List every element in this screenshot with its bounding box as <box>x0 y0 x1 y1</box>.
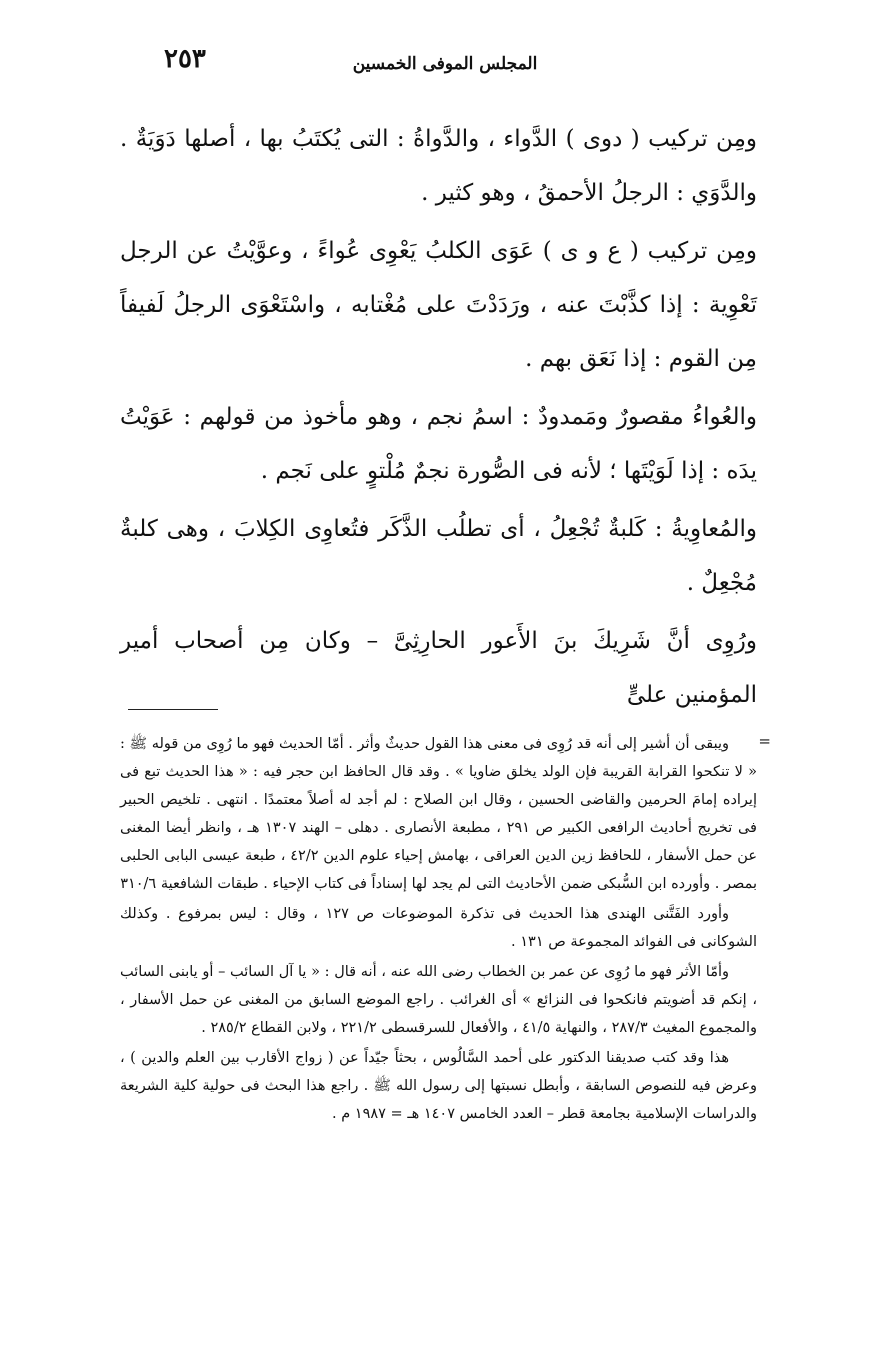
footnote-hadith: ويبقى أن أشير إلى أنه قد رُوِى فى معنى هذا القول حديثٌ وأثر . أمّا الحديث فهو ما رُوِى من قوله ﷺ : « لا تنكحوا القرابة القريبة فإن الولد يخلق ضاويا » . وقد قال الحافظ ابن حجر فيه : « هذا الحديث تبع فى إيراده إمامَ الحرمين والقاضى الحسين ، وقال ابن الصلاح : لم أجد له أصلاً معتمدًا . انتهى . تلخيص الحبير فى تخريج أحاديث الرافعى الكبير ص ٢٩١ ، مطبعة الأنصارى . دهلى – الهند ١٣٠٧ هـ ، وانظر أيضا المغنى عن حمل الأسفار ، للحافظ زين الدين العراقى ، بهامش إحياء علوم الدين ٤٢/٢ ، طبعة عيسى البابى الحلبى بمصر . وأورده ابن السُّبكى ضمن الأحاديث التى لم يجد لها إسناداً فى كتاب الإحياء . طبقات الشافعية ٣١٠/٦ <box>120 736 757 892</box>
page-header <box>130 44 760 84</box>
footnote-salous: هذا وقد كتب صديقنا الدكتور على أحمد السَّالُوس ، بحثاً جيّداً عن ( زواج الأقارب بين العلم والدين ) ، وعرض فيه للنصوص السابقة ، وأبطل نسبتها إلى رسول الله ﷺ . راجع هذا البحث فى حولية كلية الشريعة والدراسات الإسلامية بجامعة قطر – العدد الخامس ١٤٠٧ هـ = ١٩٨٧ م . <box>120 1050 757 1122</box>
footnote-athar: وأمّا الأثر فهو ما رُوِى عن عمر بن الخطاب رضى الله عنه ، أنه قال : « يا آل السائب – أو يابنى السائب ، إنكم قد أضويتم فانكحوا فى النزائع » أى الغرائب . راجع الموضع السابق من المغنى عن حمل الأسفار ، والمجموع المغيث ٢٨٧/٣ ، والنهاية ٤١/٥ ، والأفعال للسرقسطى ٢٢١/٢ ، ولابن القطاع ٢٨٥/٢ . <box>120 964 757 1036</box>
page-number: ٢٥٣ <box>164 44 206 74</box>
footnote-divider <box>128 709 218 710</box>
paragraph-al-uwa: والعُواءُ مقصورٌ ومَمدودٌ : اسمُ نجم ، وهو مأخوذ من قولهم : عَوَيْتُ يدَه : إذا لَوَيْتَها ؛ لأنه فى الصُّورة نجمٌ مُلْتوٍ على نَجم . <box>120 404 757 484</box>
paragraph-al-muawiya: والمُعاوِيةُ : كَلبةٌ تُجْعِلُ ، أى تطلُب الذَّكَر فتُعاوِى الكِلابَ ، وهى كلبةٌ مُجْعِلٌ . <box>120 516 757 596</box>
running-title: المجلس الموفى الخمسين <box>352 54 538 74</box>
footnotes <box>120 730 771 1130</box>
continuation-mark: = <box>758 732 771 750</box>
main-text <box>120 112 757 724</box>
footnote-continued <box>120 730 771 898</box>
footnote-fattani: وأورد الفَتَّنى الهندى هذا الحديث فى تذكرة الموضوعات ص ١٢٧ ، وقال : ليس بمرفوع . وكذلك الشوكانى فى الفوائد المجموعة ص ١٣١ . <box>120 906 757 950</box>
paragraph-awa: ومِن تركيب ( ع و ى ) عَوَى الكلبُ يَعْوِى عُواءً ، وعوَّيْتُ عن الرجل تَعْوِية : إذا كذَّبْتَ عنه ، ورَدَدْتَ على مُغْتابه ، واسْتَعْوَى الرجلُ لَفيفاً مِن القوم : إذا نَعَق بهم . <box>120 238 757 372</box>
paragraph-dawa: ومِن تركيب ( دوى ) الدَّواء ، والدَّواةُ : التى يُكتَبُ بها ، أصلها دَوَيَةٌ . والدَّوَي : الرجلُ الأحمقُ ، وهو كثير . <box>120 126 757 206</box>
paragraph-sharik: ورُوِى أنَّ شَرِيكَ بنَ الأَعور الحارِثِىَّ – وكان مِن أصحاب أمير المؤمنين علىٍّ <box>120 628 757 708</box>
